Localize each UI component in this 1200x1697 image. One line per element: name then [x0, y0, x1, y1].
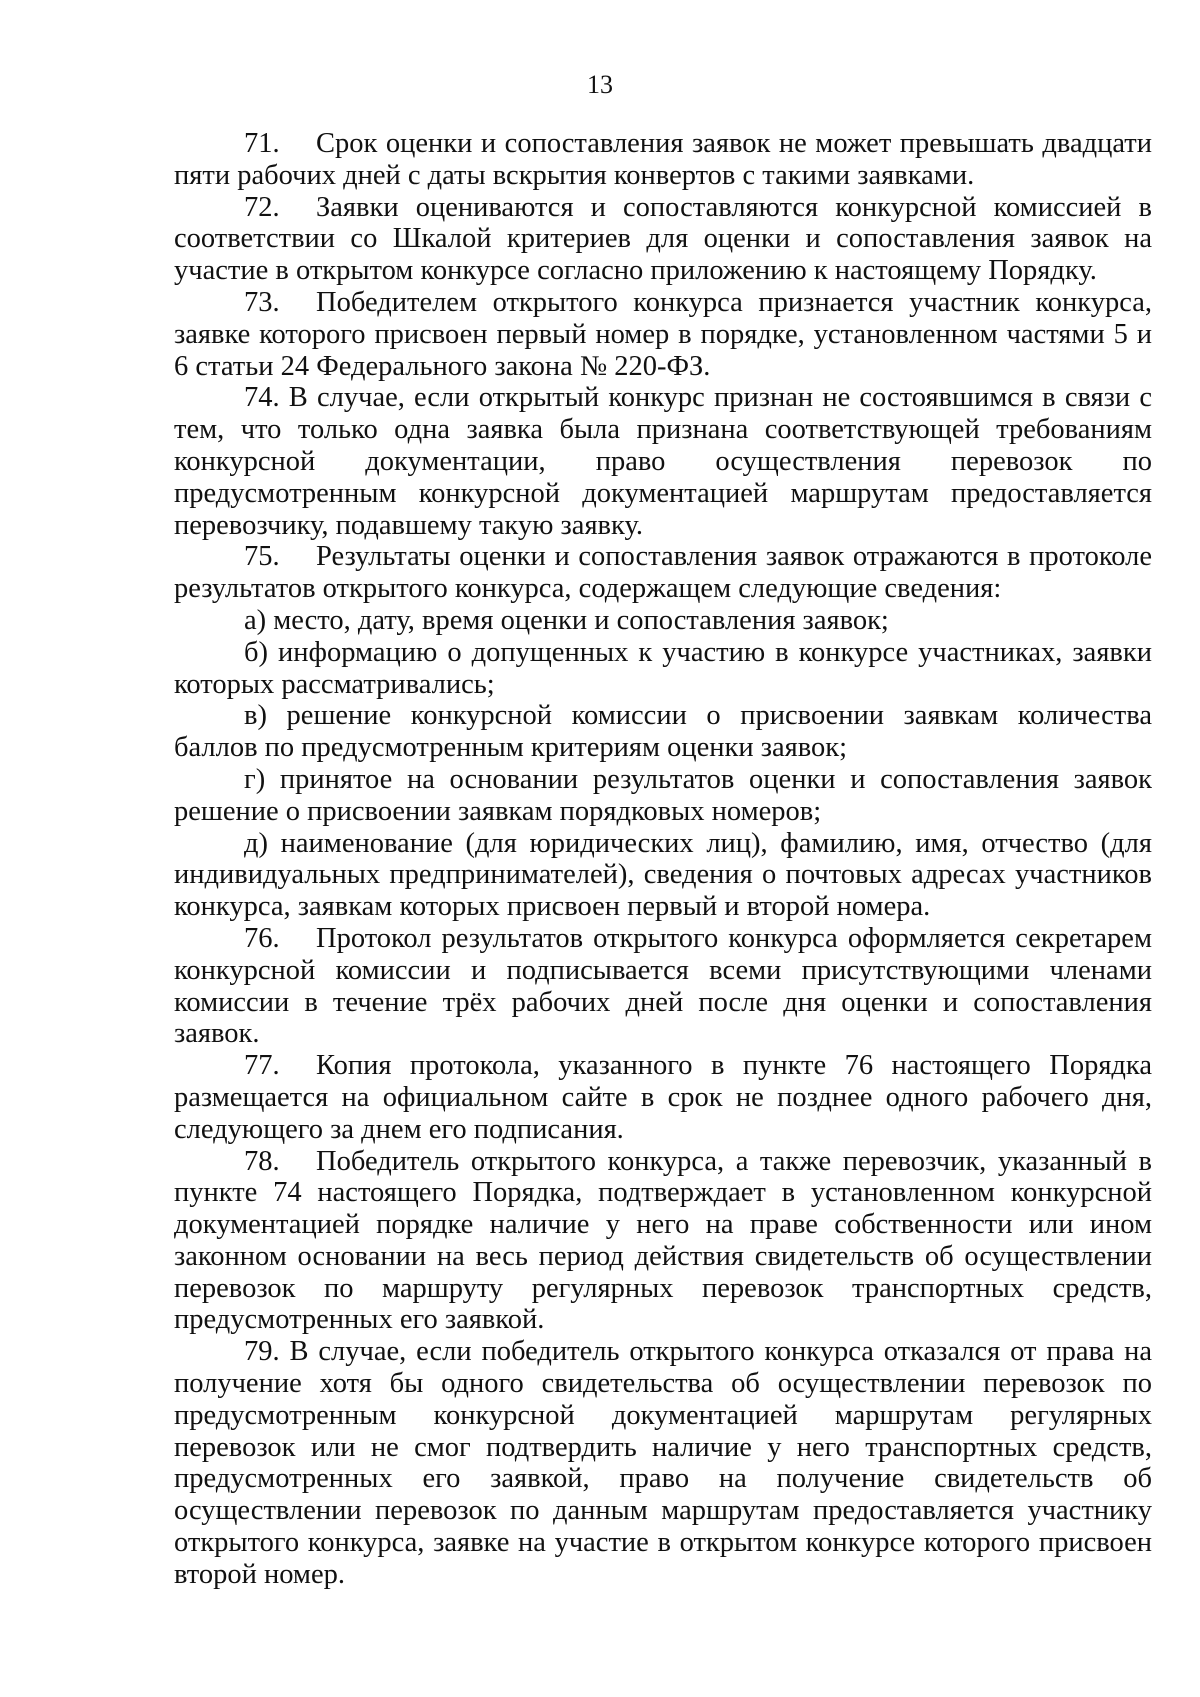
paragraph	[174, 1050, 1152, 1145]
paragraph-text: в) решение конкурсной комиссии о присвоении заявкам количества баллов по предусмотренным критериям оценки заявок;	[174, 700, 1152, 764]
paragraph-number: 75.	[244, 541, 280, 573]
document-body	[174, 128, 1152, 1591]
paragraph	[174, 764, 1152, 828]
paragraph	[174, 541, 1152, 605]
paragraph	[174, 637, 1152, 701]
paragraph	[174, 1146, 1152, 1337]
paragraph	[174, 128, 1152, 192]
paragraph-text: а) место, дату, время оценки и сопоставления заявок;	[244, 604, 889, 636]
paragraph-number: 73.	[244, 286, 280, 318]
paragraph-text: 74. В случае, если открытый конкурс признан не состоявшимся в связи с тем, что только одна заявка была признана соответствующей требованиям конкурсной документации, право осуществления перевозок по предусмотренным конкурсной документацией маршрутам предоставляется перевозчику, подавшему такую заявку.	[174, 382, 1152, 541]
paragraph-text: Копия протокола, указанного в пункте 76 настоящего Порядка размещается на официальном сайте в срок не позднее одного рабочего дня, следующего за днем его подписания.	[174, 1050, 1152, 1145]
paragraph-text: Результаты оценки и сопоставления заявок отражаются в протоколе результатов открытого конкурса, содержащем следующие сведения:	[174, 541, 1152, 605]
paragraph	[174, 923, 1152, 1050]
paragraph-number: 72.	[244, 191, 280, 223]
page-number: 13	[587, 70, 613, 99]
paragraph-text: Победителем открытого конкурса признается участник конкурса, заявке которого присвоен первый номер в порядке, установленном частями 5 и 6 статьи 24 Федерального закона № 220-ФЗ.	[174, 286, 1152, 382]
paragraph	[174, 828, 1152, 923]
paragraph	[174, 1336, 1152, 1590]
paragraph-text: б) информацию о допущенных к участию в конкурсе участниках, заявки которых рассматривались;	[174, 636, 1152, 700]
paragraph	[174, 382, 1152, 541]
paragraph	[174, 192, 1152, 287]
paragraph-number: 71.	[244, 128, 280, 159]
paragraph-text: г) принятое на основании результатов оценки и сопоставления заявок решение о присвоении заявкам порядковых номеров;	[174, 763, 1152, 827]
paragraph-text: Победитель открытого конкурса, а также перевозчик, указанный в пункте 74 настоящего Порядка, подтверждает в установленном конкурсной документацией порядке наличие у него на праве собственности или ином законном основании на весь период действия свидетельств об осуществлении перевозок по маршруту регулярных перевозок транспортных средств, предусмотренных его заявкой.	[174, 1145, 1152, 1336]
paragraph	[174, 700, 1152, 764]
paragraph-text: Протокол результатов открытого конкурса оформляется секретарем конкурсной комиссии и подписывается всеми присутствующими членами комиссии в течение трёх рабочих дней после дня оценки и сопоставления заявок.	[174, 922, 1152, 1050]
paragraph-text: Срок оценки и сопоставления заявок не может превышать двадцати пяти рабочих дней с даты вскрытия конвертов с такими заявками.	[174, 128, 1152, 191]
paragraph	[174, 287, 1152, 382]
paragraph-text: д) наименование (для юридических лиц), фамилию, имя, отчество (для индивидуальных предпринимателей), сведения о почтовых адресах участников конкурса, заявкам которых присвоен первый и второй номера.	[174, 827, 1152, 923]
paragraph-text: 79. В случае, если победитель открытого конкурса отказался от права на получение хотя бы одного свидетельства об осуществлении перевозок по предусмотренным конкурсной документацией маршрутам регулярных перевозок или не смог подтвердить наличие у него транспортных средств, предусмотренных его заявкой, право на получение свидетельств об осуществлении перевозок по данным маршрутам предоставляется участнику открытого конкурса, заявке на участие в открытом конкурсе которого присвоен второй номер.	[174, 1336, 1152, 1590]
paragraph-number: 76.	[244, 922, 280, 954]
paragraph	[174, 605, 1152, 637]
paragraph-number: 77.	[244, 1050, 280, 1082]
paragraph-number: 78.	[244, 1145, 280, 1177]
paragraph-text: Заявки оцениваются и сопоставляются конкурсной комиссией в соответствии со Шкалой критериев для оценки и сопоставления заявок на участие в открытом конкурсе согласно приложению к настоящему Порядку.	[174, 191, 1152, 287]
